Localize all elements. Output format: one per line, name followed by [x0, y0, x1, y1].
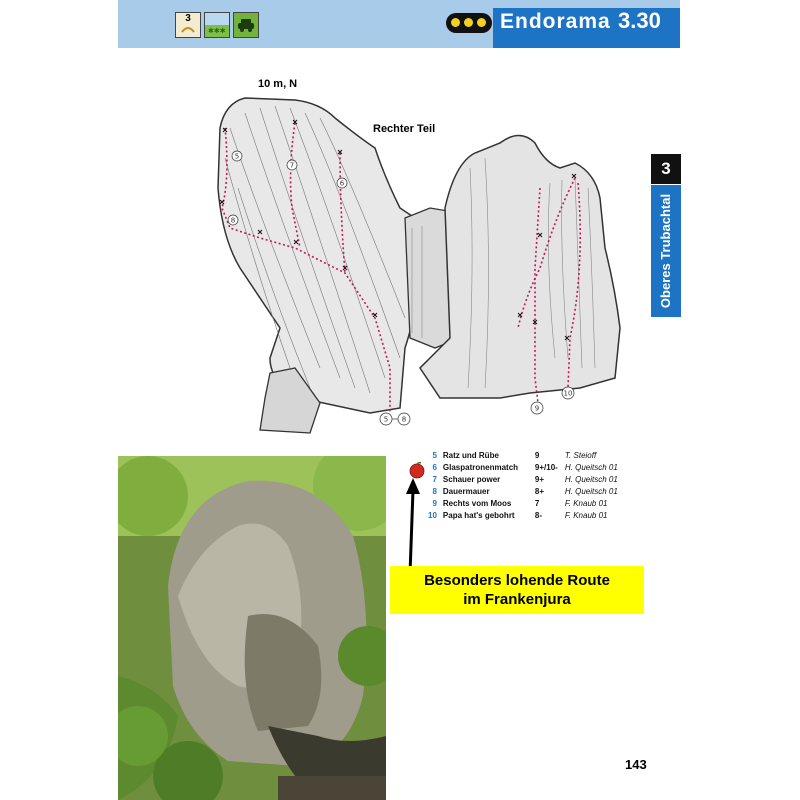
crag-name: Endorama — [500, 10, 611, 33]
route-author: H. Queitsch 01 — [564, 463, 618, 472]
route-name: Rechts vom Moos — [442, 499, 512, 508]
route-name: Ratz und Rübe — [442, 451, 499, 460]
table-row — [428, 498, 618, 510]
crag-number: 3.30 — [618, 8, 661, 33]
route-author: F. Knaub 01 — [564, 511, 608, 520]
route-name: Papa hat's gebohrt — [442, 511, 515, 520]
route-number: 6 — [432, 463, 437, 472]
table-row — [428, 486, 618, 498]
topo-route-marker: 7 — [289, 161, 295, 170]
route-author: F. Knaub 01 — [564, 499, 608, 508]
table-row — [428, 474, 618, 486]
table-row — [428, 510, 618, 522]
chapter-name: Oberes Trubachtal — [658, 193, 673, 309]
route-author: H. Queitsch 01 — [564, 475, 618, 484]
topo-part-label: Rechter Teil — [373, 123, 436, 135]
crag-photo — [118, 456, 386, 800]
table-row — [428, 462, 618, 474]
rating-dot-icon — [464, 18, 473, 27]
rating-dot-icon — [451, 18, 460, 27]
route-number: 7 — [432, 475, 437, 484]
route-number: 10 — [428, 511, 437, 520]
route-grade: 9 — [534, 451, 540, 460]
route-name: Dauermauer — [442, 487, 490, 496]
topo-route-marker: 5 — [234, 152, 240, 161]
crag-info-icons — [175, 12, 259, 38]
topo-route-marker: 8 — [230, 216, 236, 225]
callout-arrow-icon — [400, 476, 420, 576]
callout-line-1: Besonders lohende Route — [424, 572, 610, 589]
rating-dot-icon — [477, 18, 486, 27]
route-number: 8 — [432, 487, 437, 496]
callout-line-2: im Frankenjura — [463, 591, 571, 608]
quality-rating-badge — [446, 13, 492, 33]
route-grade: 9+ — [534, 475, 545, 484]
meadow-icon — [204, 12, 230, 38]
topo-start-marker-left: 5 — [383, 415, 389, 424]
recommended-route-callout — [390, 566, 644, 614]
topo-route-marker: 10 — [563, 389, 573, 398]
right-rock — [420, 136, 620, 399]
table-row — [428, 450, 618, 462]
route-author: T. Steioff — [564, 451, 597, 460]
route-author: H. Queitsch 01 — [564, 487, 618, 496]
route-name: Schauer power — [442, 475, 501, 484]
route-grade: 9+/10- — [534, 463, 558, 472]
grade-symbol-icon — [175, 12, 201, 38]
grade-icon-value: 3 — [185, 13, 191, 24]
route-grade: 8+ — [534, 487, 545, 496]
chapter-number: 3 — [651, 154, 681, 184]
topo-route-marker: 9 — [534, 404, 540, 413]
route-number: 9 — [432, 499, 437, 508]
page-number: 143 — [625, 757, 647, 772]
topo-height-label: 10 m, N — [258, 78, 298, 90]
route-number: 5 — [432, 451, 437, 460]
topo-route-marker: 6 — [339, 179, 345, 188]
route-table — [428, 450, 618, 522]
route-grade: 7 — [534, 499, 540, 508]
route-grade: 8- — [534, 511, 543, 520]
svg-text:✱✱✱: ✱✱✱ — [208, 27, 226, 35]
car-icon — [233, 12, 259, 38]
topo-start-marker-right: 8 — [401, 415, 407, 424]
route-name: Glaspatronenmatch — [442, 463, 519, 472]
